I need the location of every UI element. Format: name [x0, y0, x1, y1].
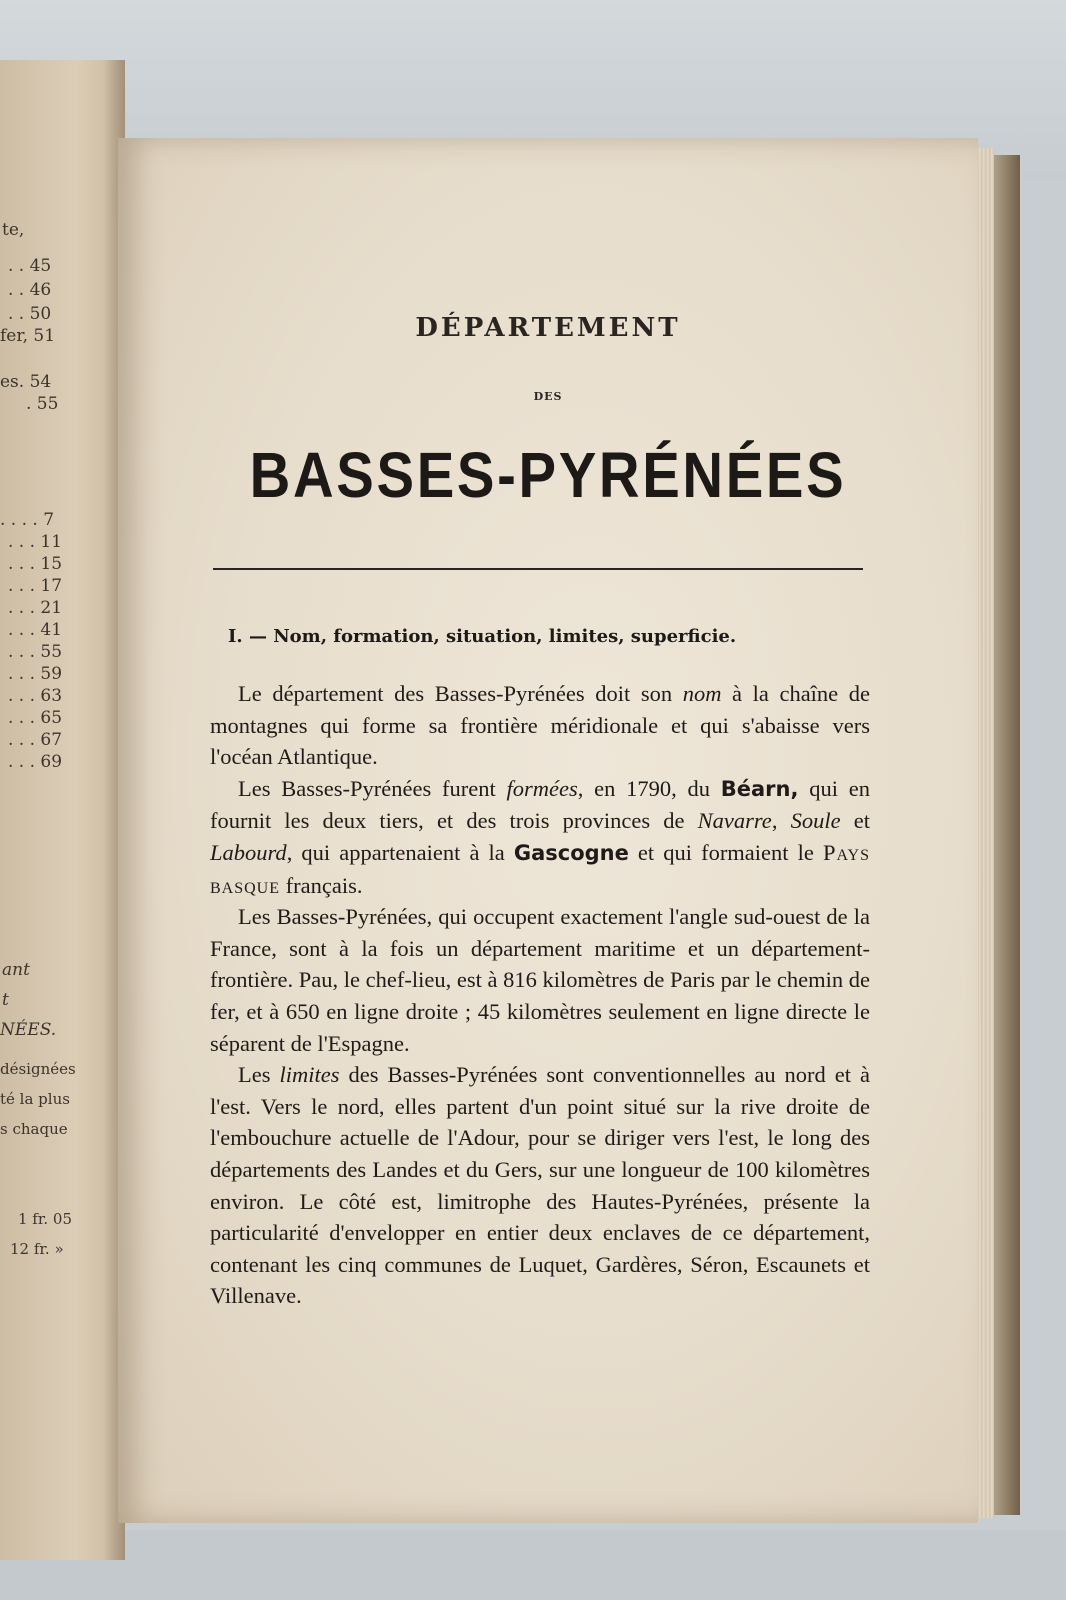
left-fragment: s chaque: [0, 1120, 68, 1138]
left-fragment: . . . 69: [8, 752, 63, 772]
left-fragment: . . . 59: [8, 664, 63, 684]
text-run-smallcaps: Pays basque: [210, 839, 870, 898]
left-fragment: désignées: [0, 1060, 76, 1078]
text-run-italic: limites: [279, 1062, 340, 1088]
left-fragment: . . . 15: [8, 554, 63, 574]
text-run: Le département des Basses-Pyrénées doit son: [238, 681, 683, 706]
paragraph-4: [210, 1059, 870, 1312]
left-fragment: t: [2, 990, 9, 1010]
text-run: ,: [771, 808, 791, 834]
text-run-italic: Soule: [790, 808, 841, 834]
left-page-text: [0, 60, 120, 1560]
text-run: Les Basses-Pyrénées furent: [238, 775, 507, 801]
background-bottom: [0, 1530, 1066, 1600]
left-fragment: te,: [2, 220, 25, 240]
text-run: Les: [238, 1062, 280, 1088]
left-fragment: . . 45: [8, 256, 52, 276]
left-fragment: . 55: [26, 394, 59, 414]
text-run: des Basses-Pyrénées sont conventionnelles au nord et à l'est. Vers le nord, elles partent d'un point situé sur la rive droite de l'embouchure actuelle de l'Adour, pour se diriger vers l'est, le long des départements des Landes et du Gers, sur une longueur de 100 kilomètres environ. Le côté est, limitrophe des Hautes-Pyrénées, présente la particularité d'envelopper en entier deux enclaves de ce département, contenant les cinq communes de Luquet, Gardères, Séron, Escaunets et Villenave.: [210, 1062, 870, 1309]
book-cover-edge: [990, 155, 1020, 1515]
left-fragment: . . . 21: [8, 598, 63, 618]
left-fragment: . . . 67: [8, 730, 63, 750]
left-fragment: fer, 51: [0, 326, 56, 346]
left-facing-page: [0, 60, 125, 1560]
left-fragment: . . . 55: [8, 642, 63, 662]
text-run-bold: Gascogne: [513, 840, 629, 865]
des-label: DES: [533, 390, 563, 403]
left-fragment: . . . 65: [8, 708, 63, 728]
section-heading: I. — Nom, formation, situation, limites, superficie.: [228, 626, 737, 647]
title-rule-divider: [213, 568, 863, 570]
text-run-italic: Labourd: [210, 839, 287, 865]
text-run-italic: nom: [682, 681, 722, 706]
left-fragment: ant: [2, 960, 30, 980]
left-fragment: . . 46: [8, 280, 52, 300]
right-page: [118, 138, 978, 1523]
left-fragment: té la plus: [0, 1090, 70, 1108]
left-fragment: 1 fr. 05: [18, 1210, 73, 1228]
text-run: , en 1790, du: [577, 775, 721, 801]
text-run: et qui formaient le: [628, 839, 823, 865]
paragraph-3: Les Basses-Pyrénées, qui occupent exactement l'angle sud-ouest de la France, sont à la fois un département maritime et un département-frontière. Pau, le chef-lieu, est à 816 kilomètres de Paris par le chemin de fer, et à 650 en ligne droite ; 45 kilomètres seulement en ligne directe le séparent de l'Espagne.: [210, 904, 870, 1056]
text-run: qui en fournit les deux tiers, et des trois provinces de: [210, 775, 870, 834]
text-run: français.: [280, 872, 363, 898]
text-run-italic: formées: [506, 775, 578, 801]
body-text: [210, 678, 870, 1312]
text-run: et: [840, 808, 870, 834]
text-run-bold: Béarn,: [720, 776, 799, 801]
left-fragment: es. 54: [0, 372, 52, 392]
paragraph-1: [210, 678, 870, 773]
paragraph-2: [210, 773, 870, 901]
left-fragment: NÉES.: [0, 1020, 57, 1040]
left-fragment: . . . 17: [8, 576, 63, 596]
department-heading: DÉPARTEMENT: [415, 313, 681, 343]
left-fragment: . . . 63: [8, 686, 63, 706]
left-fragment: 12 fr. »: [10, 1240, 64, 1258]
text-run-italic: Navarre: [697, 808, 772, 834]
left-fragment: . . . 11: [8, 532, 63, 552]
page-content: [118, 138, 978, 1523]
page-title: BASSES-PYRÉNÉES: [249, 439, 847, 511]
text-run: à la chaîne de montagnes qui forme sa frontière méridionale et qui s'abaisse vers l'océan Atlantique.: [210, 681, 870, 770]
text-run: , qui appartenaient à la: [286, 839, 514, 865]
left-fragment: . . . 41: [8, 620, 63, 640]
left-fragment: . . . . 7: [0, 510, 55, 530]
left-fragment: . . 50: [8, 304, 52, 324]
